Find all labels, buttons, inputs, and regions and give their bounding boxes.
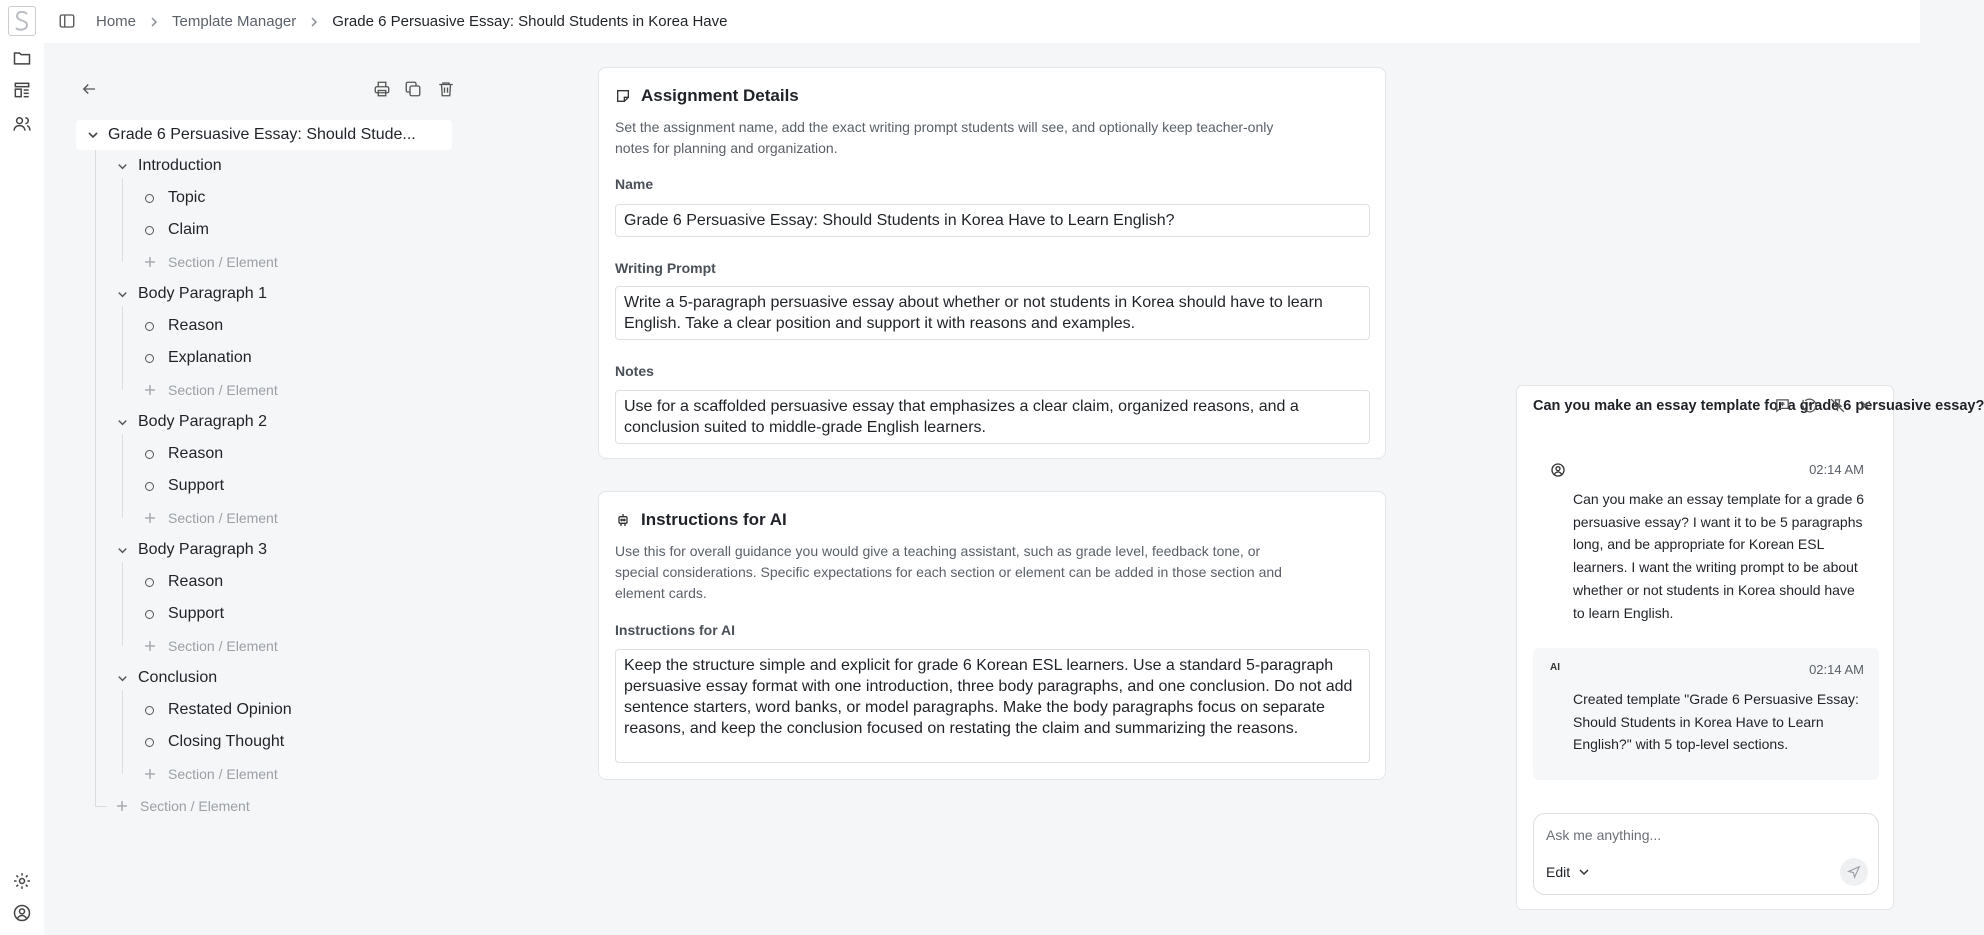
close-icon[interactable] [1857,397,1874,414]
outline-element-claim[interactable]: Claim [145,218,209,242]
account-avatar-icon[interactable] [12,903,32,923]
breadcrumb-template-manager[interactable]: Template Manager [172,13,297,30]
plus-icon [144,384,156,396]
user-avatar-icon [1550,462,1566,478]
mode-dropdown[interactable]: Edit [1546,864,1590,880]
history-icon[interactable] [1801,397,1818,414]
tree-guide-line [122,690,123,774]
outline-section-body-paragraph-3[interactable]: Body Paragraph 3 [116,538,267,562]
logo-icon [14,10,30,32]
ai-chat-panel [1516,385,1984,910]
chat-composer [1533,813,1879,895]
bullet-icon [145,354,154,363]
outline-element-restated-opinion[interactable]: Restated Opinion [145,698,292,722]
left-rail [0,0,44,935]
outline-section-introduction[interactable]: Introduction [116,154,222,178]
bullet-icon [145,578,154,587]
chevron-down-icon[interactable] [116,416,129,429]
app-logo[interactable] [8,6,36,36]
plus-icon [116,800,128,812]
writing-prompt-label: Writing Prompt [615,260,716,276]
tree-guide-line [122,178,123,262]
outline-element-explanation[interactable]: Explanation [145,346,252,370]
message-timestamp: 02:14 AM [1809,662,1864,677]
ai-avatar-badge: AI [1550,662,1560,673]
chevron-down-icon [1578,866,1590,878]
add-root-section-element-button[interactable]: Section / Element [116,796,250,816]
outline-section-body-paragraph-2[interactable]: Body Paragraph 2 [116,410,267,434]
bullet-icon [145,450,154,459]
add-section-element-button[interactable]: Section / Element [144,508,278,528]
bullet-icon [145,482,154,491]
unpin-icon[interactable] [1829,397,1846,414]
outline-element-support[interactable]: Support [145,474,224,498]
chevron-down-icon[interactable] [116,288,129,301]
assignment-details-card [598,67,1386,459]
tree-guide-line [95,806,107,807]
outline-root-label: Grade 6 Persuasive Essay: Should Stude... [108,126,416,143]
chevron-right-icon [148,16,160,28]
outline-element-reason[interactable]: Reason [145,442,223,466]
bullet-icon [145,738,154,747]
users-icon[interactable] [12,114,32,134]
tree-guide-line [122,434,123,518]
assignment-details-description: Set the assignment name, add the exact writing prompt students will see, and optionally keep teacher-only notes for planning and organization. [615,119,1274,156]
add-section-element-button[interactable]: Section / Element [144,764,278,784]
add-section-element-button[interactable]: Section / Element [144,380,278,400]
plus-icon [144,640,156,652]
outline-section-conclusion[interactable]: Conclusion [116,666,217,690]
new-chat-icon[interactable] [1774,397,1791,414]
message-timestamp: 02:14 AM [1809,462,1864,477]
tree-guide-line [122,306,123,390]
sidebar-toggle-icon[interactable] [58,12,78,32]
add-section-element-button[interactable]: Section / Element [144,252,278,272]
chat-input[interactable] [1546,824,1846,846]
outline-element-topic[interactable]: Topic [145,186,205,210]
duplicate-icon[interactable] [404,80,422,98]
outline-element-support[interactable]: Support [145,602,224,626]
name-field[interactable]: Grade 6 Persuasive Essay: Should Students in Korea Have to Learn English? [615,204,1370,237]
bullet-icon [145,610,154,619]
folder-icon[interactable] [12,48,32,68]
trash-icon[interactable] [437,80,455,98]
print-icon[interactable] [373,80,391,98]
plus-icon [144,512,156,524]
chat-message-ai [1533,648,1879,780]
outline-root-item[interactable] [76,120,452,150]
bullet-icon [145,706,154,715]
top-bar [44,0,1920,43]
outline-element-closing-thought[interactable]: Closing Thought [145,730,284,754]
chevron-down-icon[interactable] [116,672,129,685]
chevron-down-icon[interactable] [86,128,100,142]
writing-prompt-field[interactable]: Write a 5-paragraph persuasive essay about whether or not students in Korea should have to learn English. Take a clear position and support it with reasons and examples. [615,286,1370,340]
chevron-right-icon [308,16,320,28]
message-text: Created template "Grade 6 Persuasive Essay: Should Students in Korea Have to Learn English?" with 5 top-level sections. [1573,691,1859,753]
ai-instructions-description: Use this for overall guidance you would give a teaching assistant, such as grade level, feedback tone, or special considerations. Specific expectations for each section or element can be added in those section and element cards. [615,543,1282,601]
plus-icon [144,256,156,268]
chat-title: Can you make an essay template for a grade 6 persuasive essay? [1533,398,1984,414]
robot-icon [615,512,631,528]
back-arrow-icon[interactable] [80,80,98,98]
settings-gear-icon[interactable] [12,871,32,891]
outline-section-body-paragraph-1[interactable]: Body Paragraph 1 [116,282,267,306]
bullet-icon [145,194,154,203]
notes-label: Notes [615,363,654,379]
tree-guide-line [95,150,96,807]
chevron-down-icon[interactable] [116,544,129,557]
chevron-down-icon[interactable] [116,160,129,173]
breadcrumb-home[interactable]: Home [96,13,137,30]
message-text: Can you make an essay template for a grade 6 persuasive essay? I want it to be 5 paragraphs long, and be appropriate for Korean ESL learners. I want the writing prompt to be about whether or not students in Korea should have to learn English. [1573,491,1865,621]
send-icon [1847,865,1861,879]
plus-icon [144,768,156,780]
add-section-element-button[interactable]: Section / Element [144,636,278,656]
outline-element-reason[interactable]: Reason [145,570,223,594]
ai-instructions-heading: Instructions for AI [615,510,787,530]
templates-icon[interactable] [12,80,32,100]
outline-element-reason[interactable]: Reason [145,314,223,338]
breadcrumb-current: Grade 6 Persuasive Essay: Should Students in Korea Have [332,13,728,30]
tree-guide-line [122,562,123,646]
ai-instructions-field[interactable]: Keep the structure simple and explicit for grade 6 Korean ESL learners. Use a standard 5-paragraph persuasive essay format with one introduction, three body paragraphs, and one conclusion. Do not add sentence starters, word banks, or model paragraphs. Make the body paragraphs focus on separate reasons, and keep the conclusion focused on restating the claim and summarizing the reasons. [615,649,1370,763]
bullet-icon [145,226,154,235]
note-icon [615,88,631,104]
notes-field[interactable]: Use for a scaffolded persuasive essay that emphasizes a clear claim, organized reasons, and a conclusion suited to middle-grade English learners. [615,390,1370,444]
send-button[interactable] [1840,858,1868,886]
bullet-icon [145,322,154,331]
assignment-details-heading: Assignment Details [615,86,799,106]
ai-instructions-card [598,491,1386,780]
ai-instructions-label: Instructions for AI [615,622,736,638]
name-label: Name [615,176,654,192]
chat-message-user [1533,448,1879,621]
